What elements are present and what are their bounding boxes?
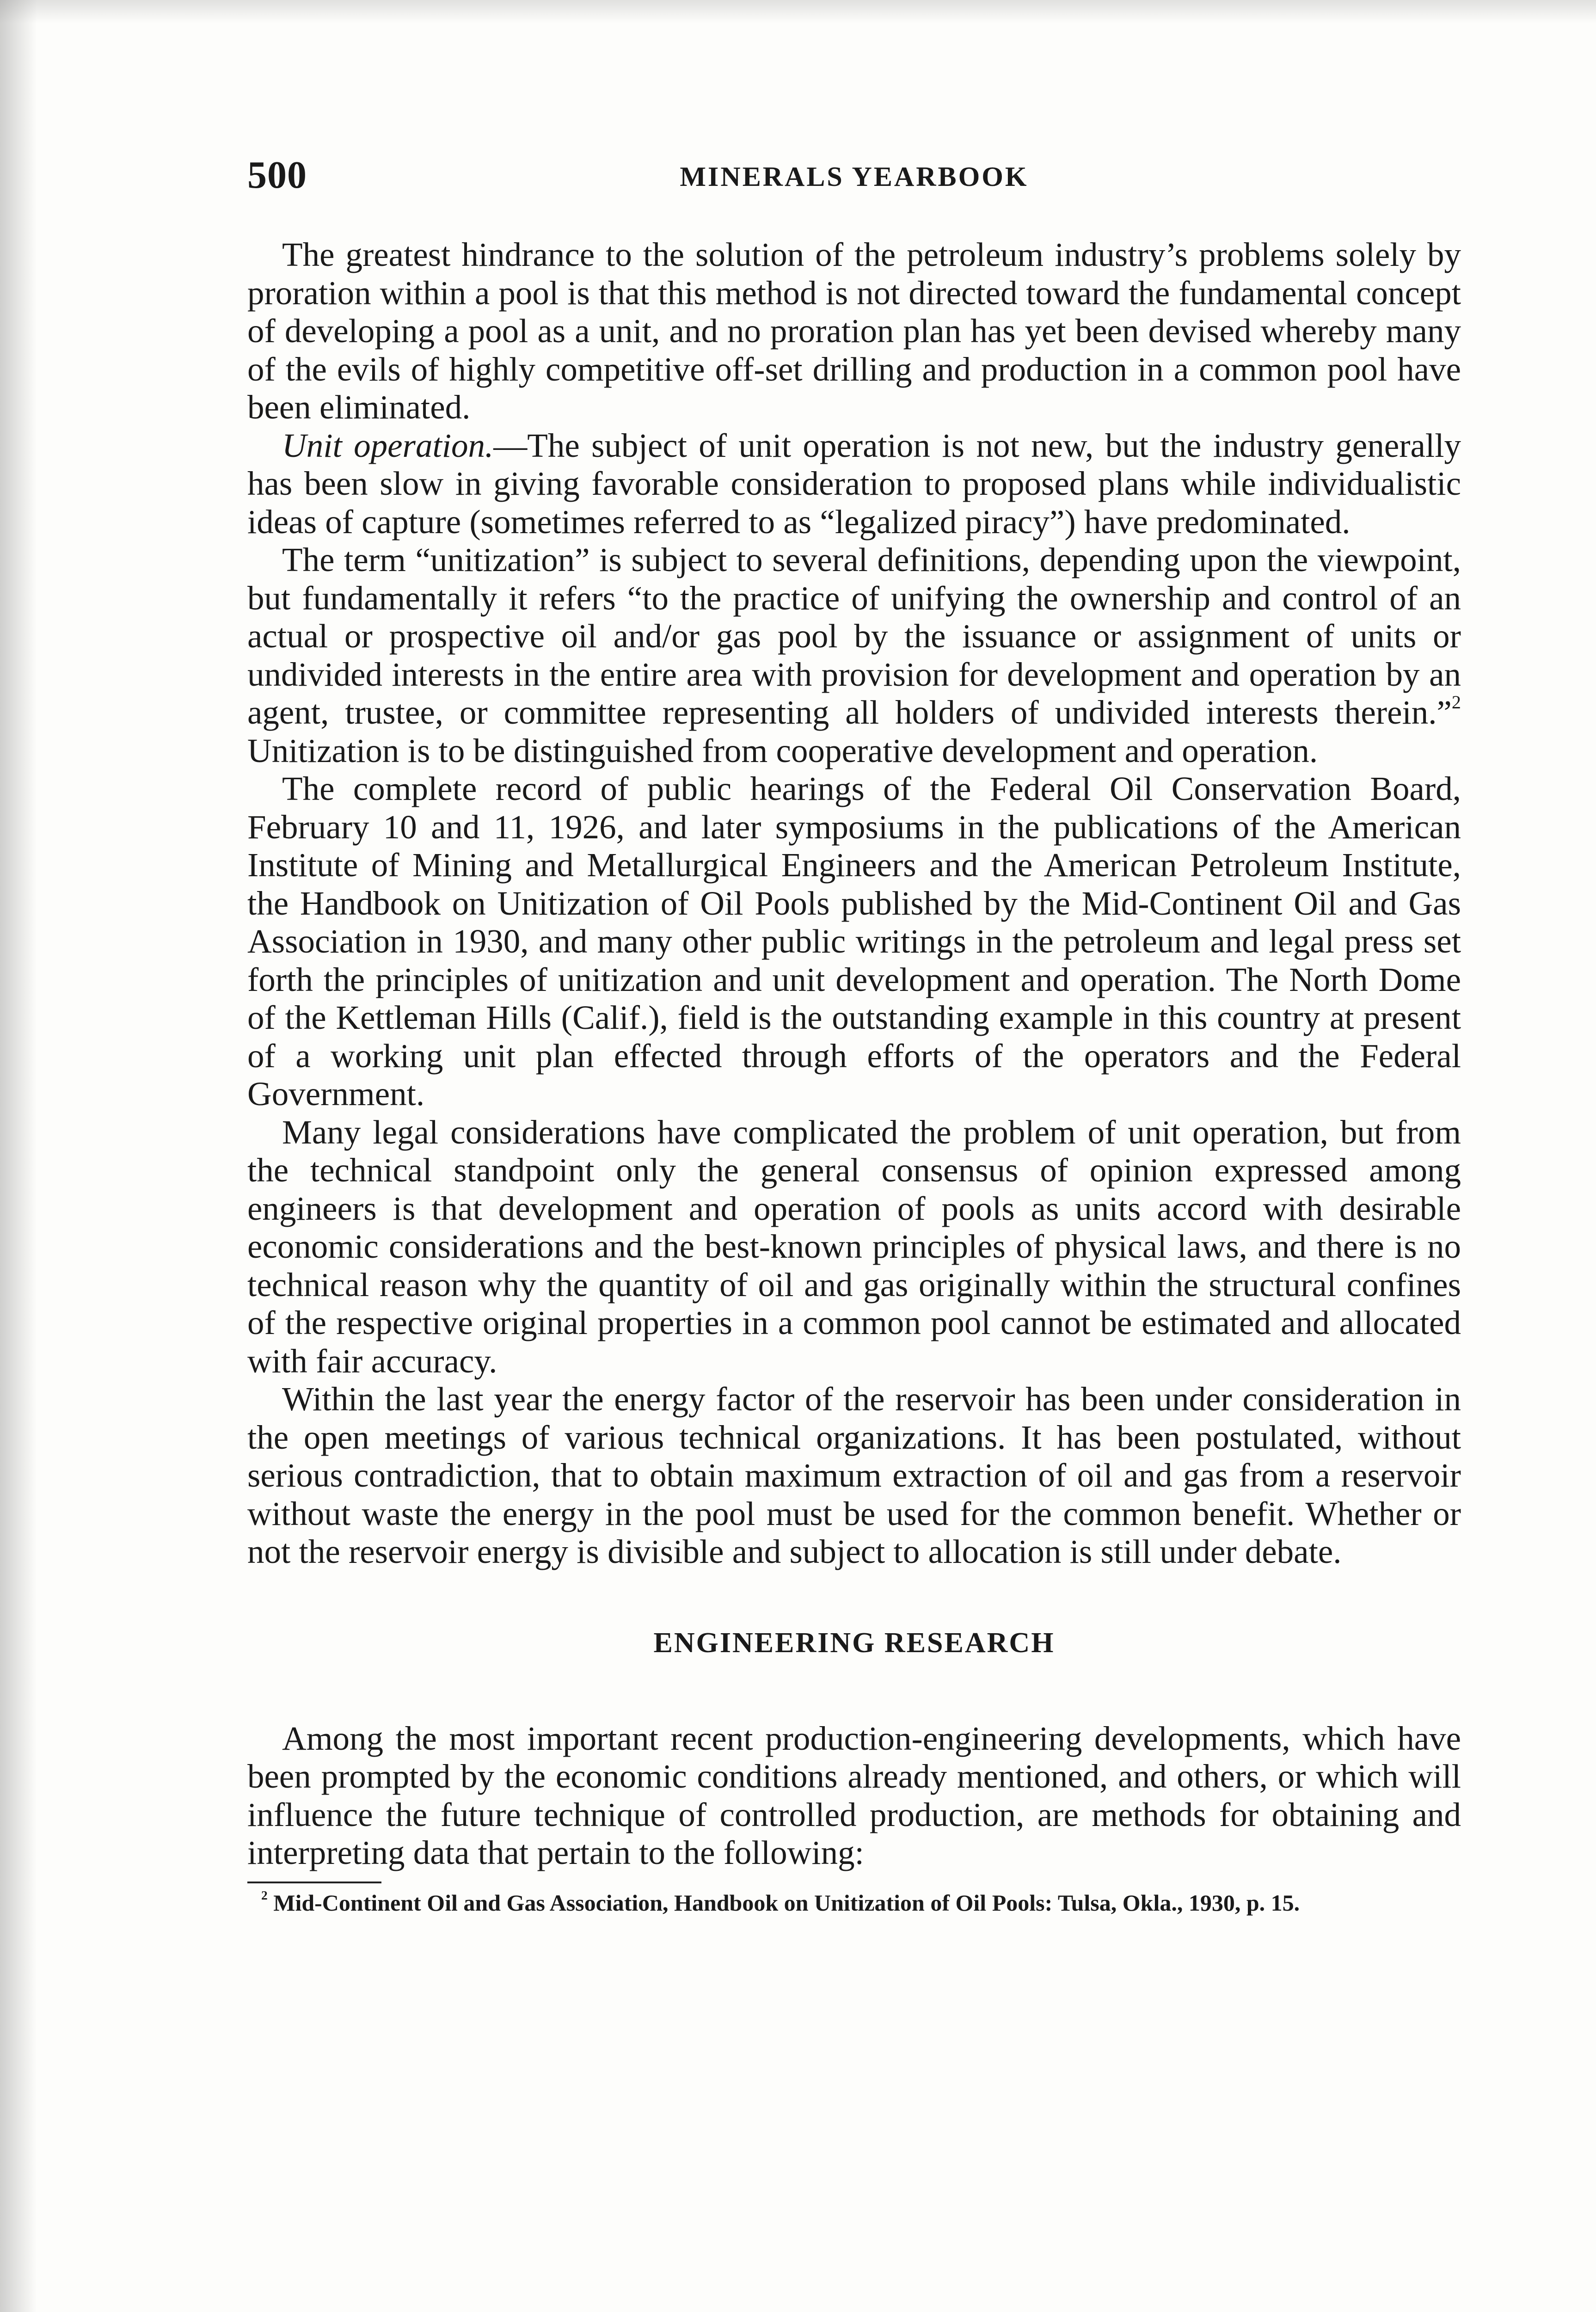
footnote-text: Mid-Continent Oil and Gas Association, Handbook on Unitization of Oil Pools: Tulsa, Okla., 1930, p. 15. bbox=[267, 1889, 1300, 1916]
unit-operation-text: —The subject of unit operation is not new, but the industry generally has been slow in giving favorable consideration to proposed plans while individualistic ideas of capture (sometimes referred to as “legalized piracy”) have predominated. bbox=[247, 426, 1461, 541]
running-head bbox=[247, 153, 1461, 208]
paragraph-public-hearings: The complete record of public hearings of the Federal Oil Conservation Board, February 10 and 11, 1926, and later symposiums in the publications of the American Institute of Mining and Metallurgical Engineers and the American Petroleum Institute, the Handbook on Unitization of Oil Pools published by the Mid-Continent Oil and Gas Association in 1930, and many other public writings in the petroleum and legal press set forth the principles of unitization and unit development and operation. The North Dome of the Kettleman Hills (Calif.), field is the outstanding example in this country at present of a working unit plan effected through efforts of the operators and the Federal Government. bbox=[247, 770, 1461, 1113]
footnote-marker: 2 bbox=[261, 1888, 268, 1903]
page-content bbox=[247, 153, 1461, 1917]
paragraph-unit-operation bbox=[247, 427, 1461, 541]
paragraph-legal-considerations: Many legal considerations have complicated the problem of unit operation, but from the technical standpoint only the general consensus of opinion expressed among engineers is that development and operation of pools as units accord with desirable economic considerations and the best-known principles of physical laws, and there is no technical reason why the quantity of oil and gas originally within the structural confines of the respective original properties in a common pool cannot be estimated and allocated with fair accuracy. bbox=[247, 1113, 1461, 1380]
footnote-reference: 2 bbox=[1451, 691, 1461, 713]
unit-operation-label: Unit operation. bbox=[282, 426, 494, 464]
paragraph-proration: The greatest hindrance to the solution of the petroleum industry’s problems solely by proration within a pool is that this method is not directed toward the fundamental concept of developing a pool as a unit, and no proration plan has yet been devised whereby many of the evils of highly competitive off-set drilling and production in a common pool have been eliminated. bbox=[247, 236, 1461, 426]
footnote-rule bbox=[247, 1882, 381, 1883]
unitization-distinction-text: Unitization is to be distinguished from cooperative development and operation. bbox=[247, 732, 1318, 769]
scan-shadow-top bbox=[0, 0, 1596, 23]
section-heading-engineering-research: ENGINEERING RESEARCH bbox=[653, 1627, 1055, 1659]
paragraph-unitization-definition bbox=[247, 541, 1461, 770]
page-number: 500 bbox=[247, 154, 307, 197]
scan-shadow-left bbox=[0, 0, 37, 2312]
paragraph-engineering-developments: Among the most important recent production-engineering developments, which have been prompted by the economic conditions already mentioned, and others, or which will influence the future technique of controlled production, are methods for obtaining and interpreting data that pertain to the following: bbox=[247, 1719, 1461, 1871]
paragraph-reservoir-energy: Within the last year the energy factor of the reservoir has been under consideration in the open meetings of various technical organizations. It has been postulated, without serious contradiction, that to obtain maximum extraction of oil and gas from a reservoir without waste the energy in the pool must be used for the common benefit. Whether or not the reservoir energy is divisible and subject to allocation is still under debate. bbox=[247, 1380, 1461, 1570]
unitization-definition-text: The term “unitization” is subject to several definitions, depending upon the viewpoint, but fundamentally it refers “to the practice of unifying the ownership and control of an actual or prospective oil and/or gas pool by the issuance or assignment of units or undivided interests in the entire area with provision for development and operation by an agent, trustee, or committee representing all holders of undivided interests therein.” bbox=[247, 541, 1461, 731]
footnote bbox=[247, 1889, 1461, 1917]
running-title: MINERALS YEARBOOK bbox=[680, 161, 1029, 192]
